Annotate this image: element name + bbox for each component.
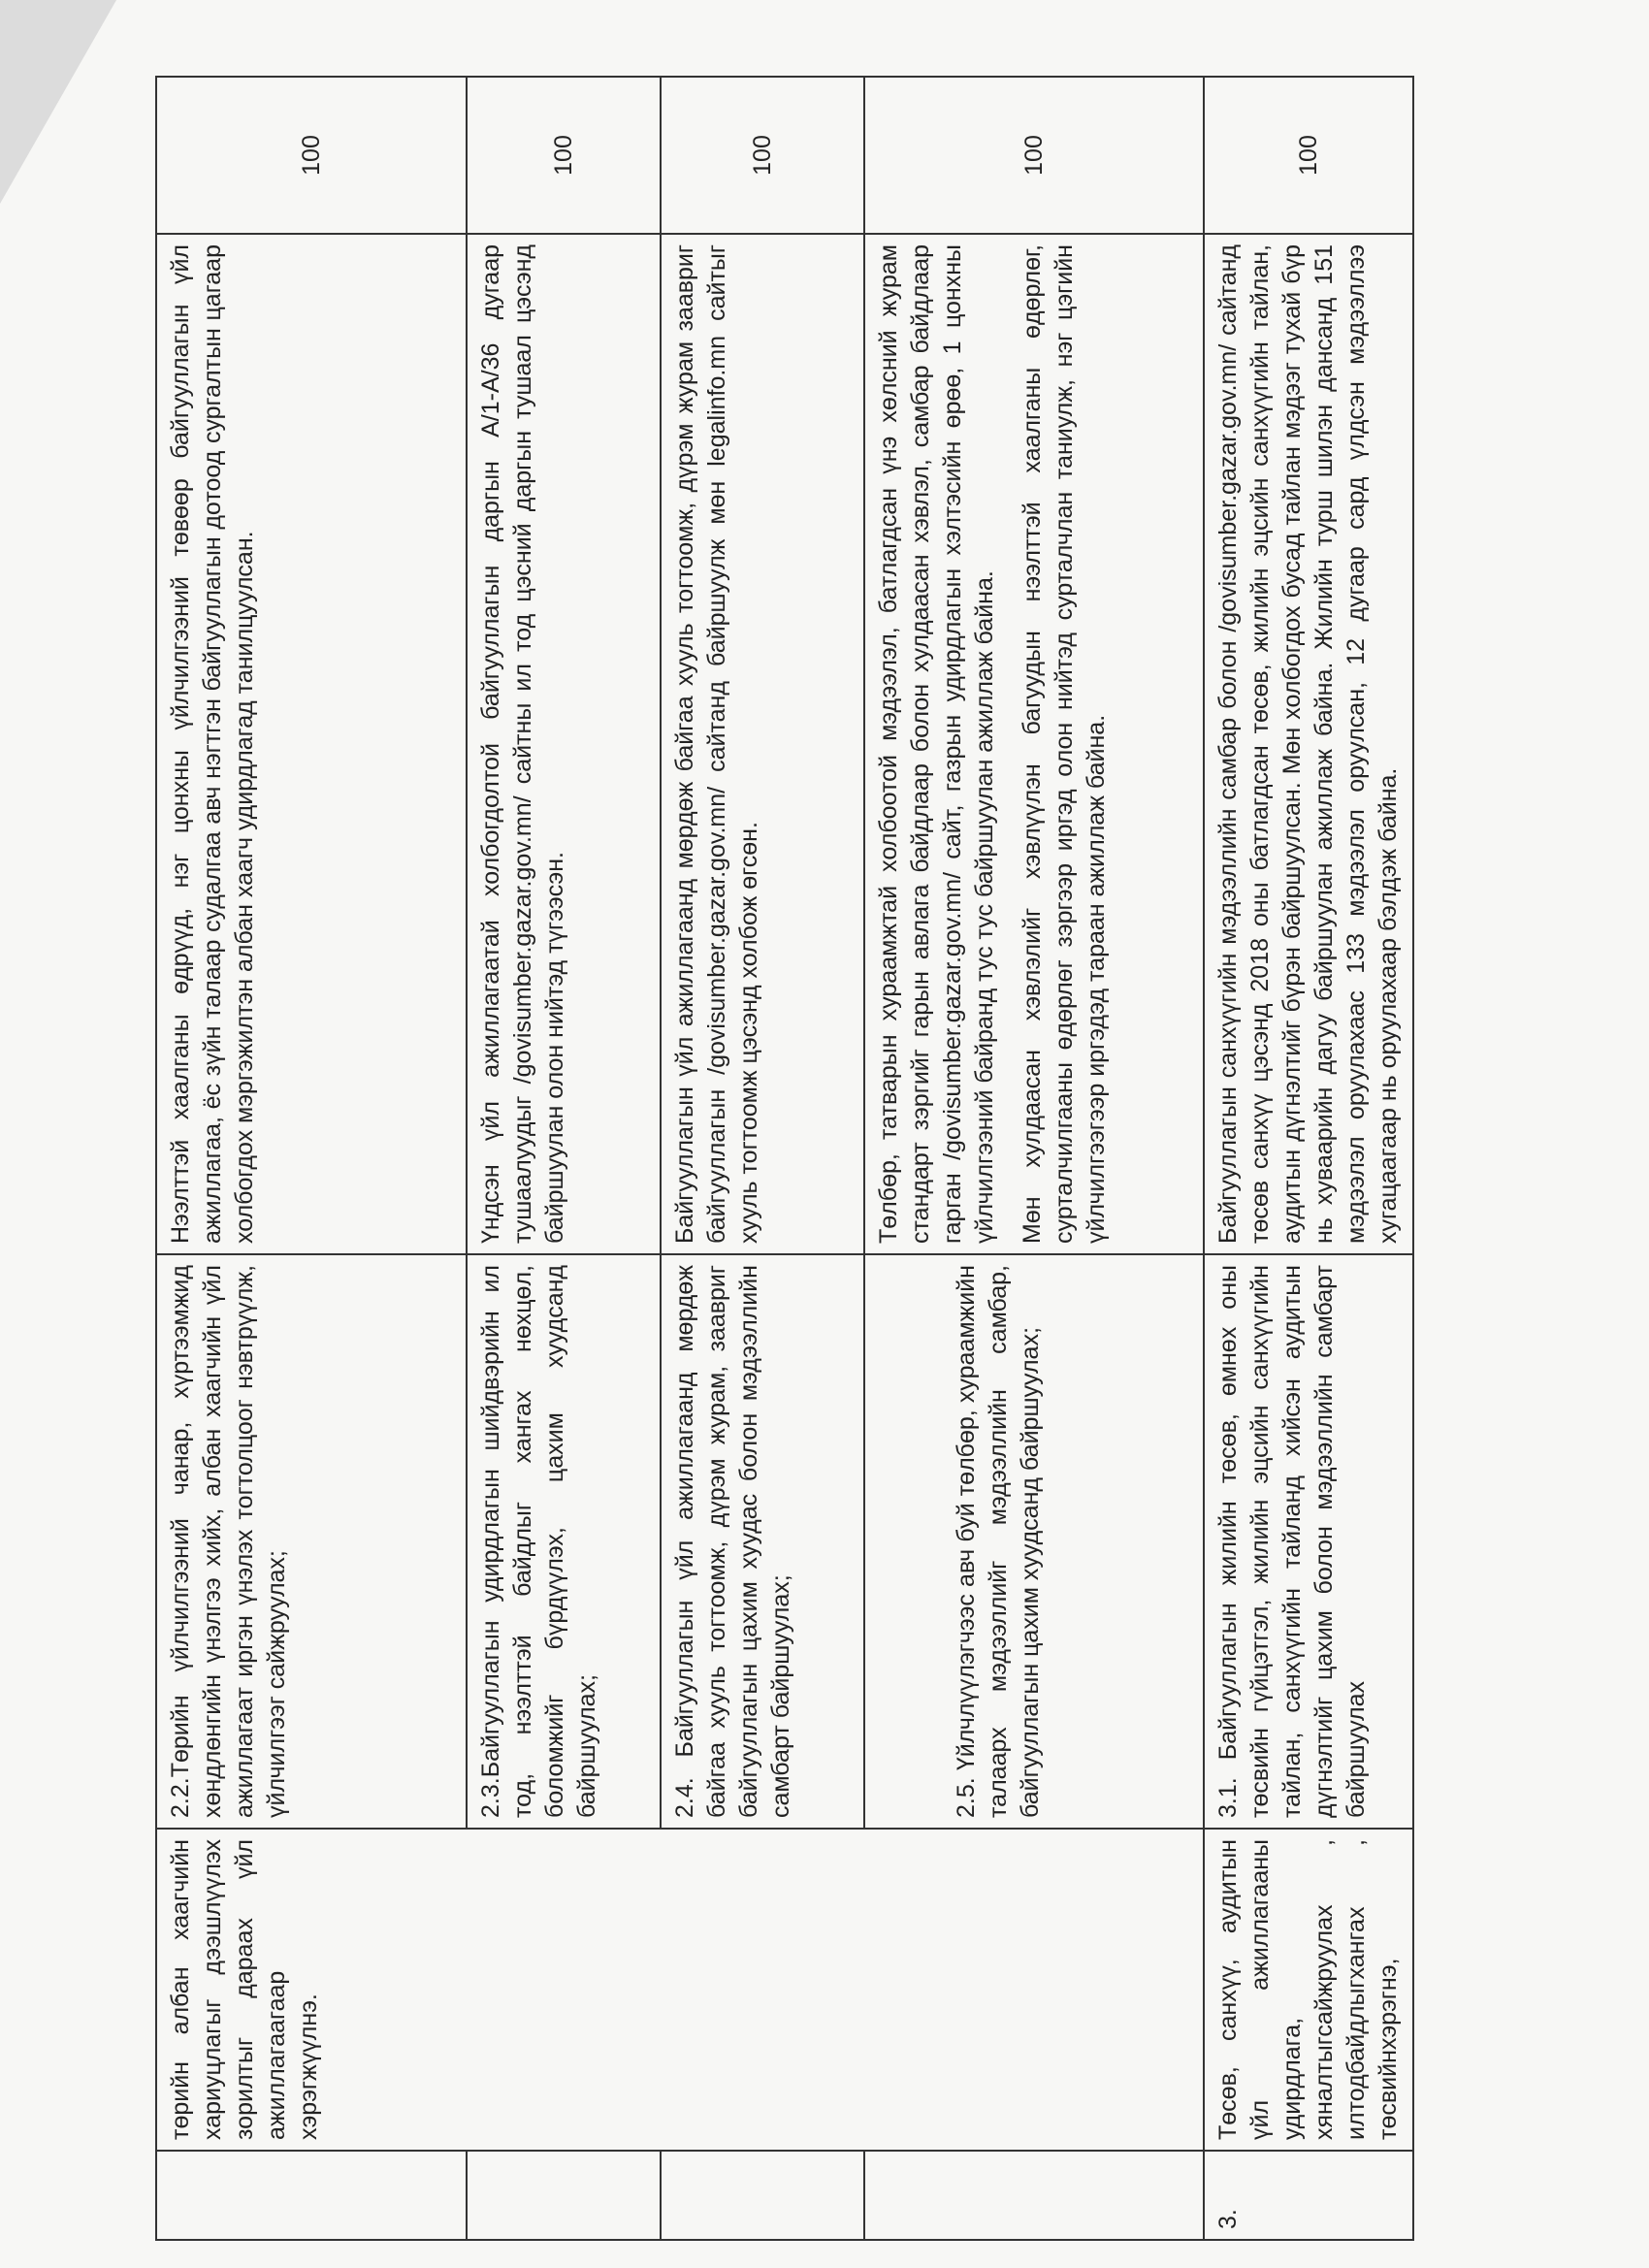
result-cell: Байгууллагын санхүүгийн мэдээллийн самбар болон /govisumber.gazar.gov.mn/ сайтанд төсөв санхүү цэсэнд 2018 оны батлагдсан төсөв, жилийн эцсийн санхүүгийн тайлан, аудитын дүгнэлтийг бүрэн байршуулсан. Мөн холбогдох бусад тайлан мэдээг тухай бүр нь хуваарийн дагуу байршуулан ажиллаж байна. Жилийн турш шилэн дансанд 151 мэдээлэл оруулахаас 133 мэдээлэл оруулсан, 12 дугаар сард үлдсэн мэдээллээ хугацаагаар нь оруулахаар бэлдэж байна. xyxy=(1204,234,1413,1254)
result-paragraph: Мөн хулдаасан хэвлэлийг хэвлүүлэн багуудын нээлттэй хаалганы өдөрлөг, сурталчилгааны өдөрлөг зэргээр иргэд олон нийтэд сурталчлан таниулж, нэг цэгийн үйлчилгээгээр иргэдэд тараан ажиллаж байна. xyxy=(1018,244,1110,1244)
row-number xyxy=(661,2151,864,2240)
goal-cell: Төсөв, санхүү, аудитын үйл ажиллагааны удирдлага, хяналтыгсайжруулах , илтодбайдлыгхангах , төсвийнхэрэгнэ, xyxy=(1204,1829,1413,2151)
score-cell: 100 xyxy=(864,77,1204,234)
result-cell xyxy=(864,234,1204,1254)
task-text: 2.5. Үйлчлүүлэгчээс авч буй төлбөр, хураамжийн талаарх мэдээллийг мэдээллийн самбар, байгууллагын цахим хуудсанд байршуулах; xyxy=(953,1265,1044,1818)
result-paragraph: Төлбөр, татварын хураамжтай холбоотой мэдээлэл, батлагдсан үнэ хөлсний журам стандарт зэргийг гарын авлага байдлаар болон хулдаасан хэвлэл, самбар байдлаар гарган /govisumber.gazar.gov.mn/ сайт, газрын удирдлагын хэлтэсийн өрөө, 1 цонхны үйлчилгээний байранд тус тус байршуулан ажиллаж байна. xyxy=(875,244,998,1244)
task-cell xyxy=(864,1254,1204,1829)
goal-cell: төрийн албан хаагчийн хариуцлагыг дээшлүүлэх зорилтыг дараах үйл ажиллагаагаар хэрэгжүүлнэ. xyxy=(156,1829,1204,2151)
row-number xyxy=(467,2151,661,2240)
score-cell: 100 xyxy=(156,77,467,234)
table-row xyxy=(1204,77,1413,2240)
row-number xyxy=(864,2151,1204,2240)
result-cell: Нээлттэй хаалганы өдрүүд, нэг цонхны үйлчилгээний төвөөр байгууллагын үйл ажиллагаа, ёс зүйн талаар судалгаа авч нэгтгэн байгууллагын дотоод сургалтын цагаар холбогдох мэргэжилтэн албан хаагч удирдлагад танилцуулсан. xyxy=(156,234,467,1254)
scan-shadow xyxy=(0,0,116,204)
plan-report-table xyxy=(155,76,1414,2241)
task-cell: 3.1. Байгууллагын жилийн төсөв, өмнөх оны төсвийн гүйцэтгэл, жилийн эцсийн санхүүгийн тайлан, санхүүгийн тайланд хийсэн аудитын дүгнэлтийг цахим болон мэдээллийн самбарт байршуулах xyxy=(1204,1254,1413,1829)
table-row xyxy=(156,77,467,2240)
result-cell: Байгууллагын үйл ажиллагаанд мөрдөж байгаа хууль тогтоомж, дүрэм журам заавриг байгууллагын /govisumber.gazar.gov.mn/ сайтанд байршуулж мөн legalinfo.mn сайтыг хууль тогтоомж цэсэнд холбож өгсөн. xyxy=(661,234,864,1254)
score-cell: 100 xyxy=(1204,77,1413,234)
score-cell: 100 xyxy=(661,77,864,234)
result-cell: Үндсэн үйл ажиллагаатай холбогдолтой байгууллагын даргын А/1-А/36 дугаар тушаалуудыг /govisumber.gazar.gov.mn/ сайтны ил тод цэсний даргын тушаал цэсэнд байршуулан олон нийтэд түгээсэн. xyxy=(467,234,661,1254)
score-cell: 100 xyxy=(467,77,661,234)
task-cell: 2.4. Байгууллагын үйл ажиллагаанд мөрдөж байгаа хууль тогтоомж, дүрэм журам, заавриг байгууллагын цахим хуудас болон мэдээллийн самбарт байршуулах; xyxy=(661,1254,864,1829)
rotated-document xyxy=(155,107,1406,2241)
task-cell: 2.3.Байгууллагын удирдлагын шийдвэрийн ил тод, нээлттэй байдлыг хангах нөхцөл, боломжийг бүрдүүлэх, цахим хуудсанд байршуулах; xyxy=(467,1254,661,1829)
task-cell: 2.2.Төрийн үйлчилгээний чанар, хүртээмжид хөндлөнгийн үнэлгээ хийх, албан хаагчийн үйл ажиллагаат иргэн үнэлэх тогтолцоог нэвтрүүлж, үйлчилгээг сайжруулах; xyxy=(156,1254,467,1829)
row-number: 3. xyxy=(1204,2151,1413,2240)
row-number xyxy=(156,2151,467,2240)
